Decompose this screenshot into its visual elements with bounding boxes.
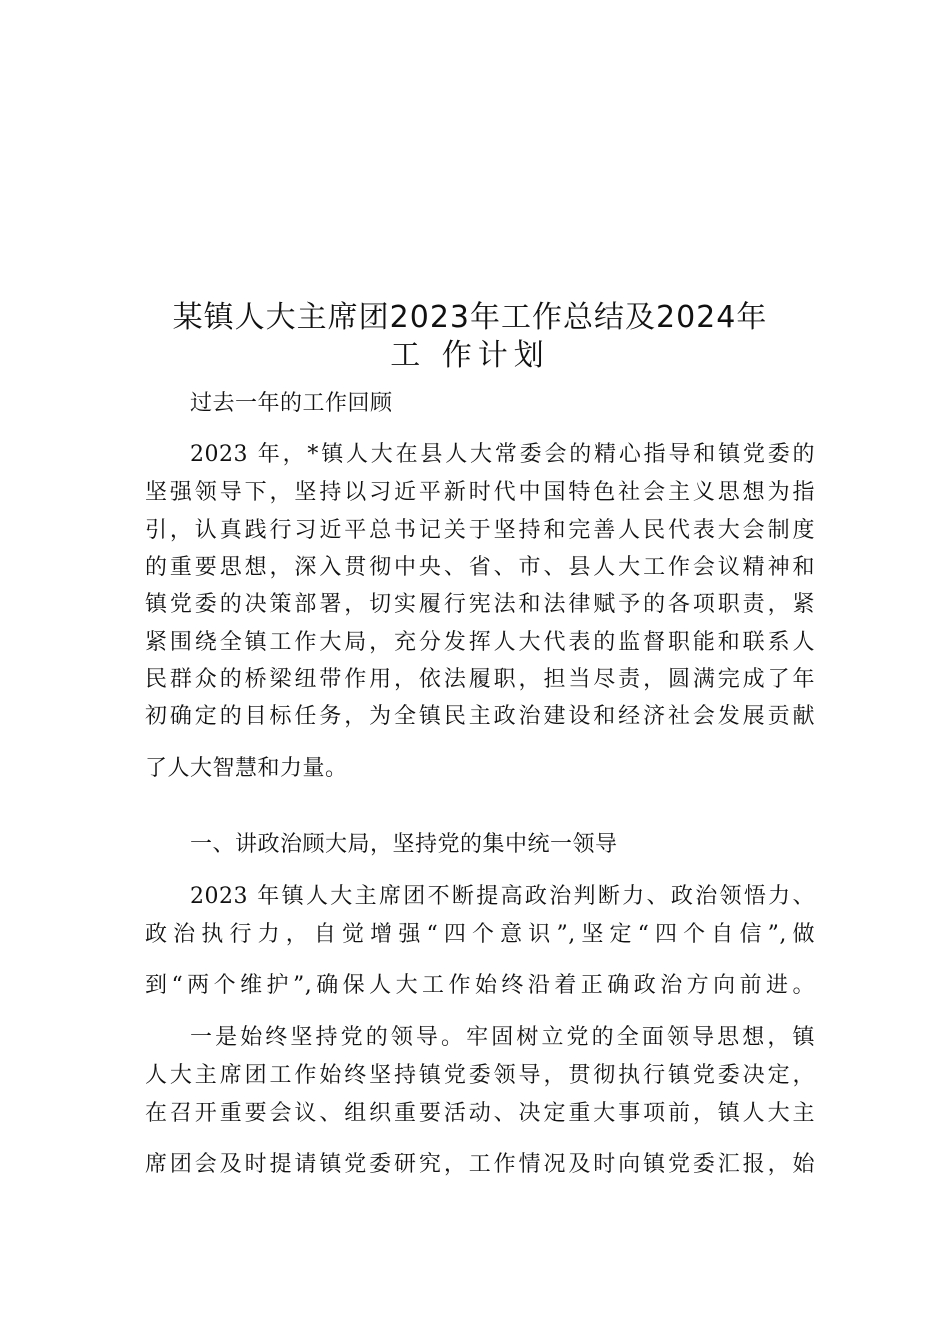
paragraph-line: 席团会及时提请镇党委研究，工作情况及时向镇党委汇报，始 <box>145 1152 815 1177</box>
paragraph-line: 初确定的目标任务，为全镇民主政治建设和经济社会发展贡献 <box>145 704 815 729</box>
paragraph-line: 坚强领导下，坚持以习近平新时代中国特色社会主义思想为指 <box>145 480 815 505</box>
paragraph-line: 引，认真践行习近平总书记关于坚持和完善人民代表大会制度 <box>145 518 815 543</box>
paragraph-line: 紧围绕全镇工作大局，充分发挥人大代表的监督职能和联系人 <box>145 630 815 655</box>
paragraph-line: 镇党委的决策部署，切实履行宪法和法律赋予的各项职责，紧 <box>145 592 815 617</box>
paragraph-line: 的重要思想，深入贯彻中央、省、市、县人大工作会议精神和 <box>145 555 815 580</box>
paragraph-line: 政治执行力，自觉增强“四个意识”,坚定“四个自信”,做 <box>145 922 815 947</box>
paragraph-line: 到“两个维护”,确保人大工作始终沿着正确政治方向前进。 <box>145 973 815 998</box>
paragraph-line: 2023 年镇人大主席团不断提高政治判断力、政治领悟力、 <box>190 884 815 909</box>
paragraph-line: 2023 年，*镇人大在县人大常委会的精心指导和镇党委的 <box>190 442 815 467</box>
document-title-line-2: 工 作计划 <box>390 338 550 373</box>
paragraph-line: 了人大智慧和力量。 <box>145 756 348 781</box>
paragraph-line: 一是始终坚持党的领导。牢固树立党的全面领导思想，镇 <box>190 1025 815 1050</box>
paragraph-line: 在召开重要会议、组织重要活动、决定重大事项前，镇人大主 <box>145 1101 815 1126</box>
section-heading: 过去一年的工作回顾 <box>190 391 393 416</box>
document-title-line-1: 某镇人大主席团2023年工作总结及2024年 <box>172 300 768 335</box>
paragraph-line: 人大主席团工作始终坚持镇党委领导，贯彻执行镇党委决定， <box>145 1063 815 1088</box>
section-heading: 一、讲政治顾大局，坚持党的集中统一领导 <box>190 832 618 857</box>
paragraph-line: 民群众的桥梁纽带作用，依法履职，担当尽责，圆满完成了年 <box>145 667 815 692</box>
